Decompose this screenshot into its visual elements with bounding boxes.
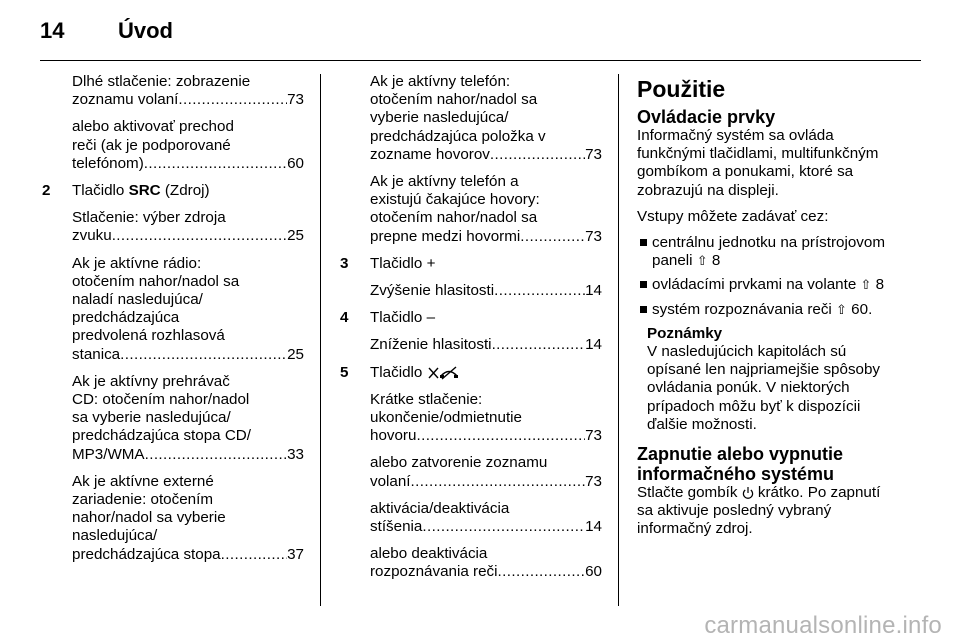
text-line: otočením nahor/nadol sa (72, 272, 240, 290)
key-label: SRC (128, 182, 161, 200)
page-number: 14 (40, 18, 65, 43)
text-line: ovládacími prvkami na volante (652, 276, 857, 294)
text-line: nahor/nadol sa vyberie (72, 509, 226, 527)
text-line: funkčnými tlačidlami, multifunkčným (637, 145, 879, 163)
watermark: carmanualsonline.info (704, 612, 942, 639)
text-line: predchádzajúca stopa (72, 545, 221, 563)
bullet-icon (640, 239, 647, 246)
text-line: Zníženie hlasitosti (370, 336, 492, 354)
toc-line (370, 228, 602, 246)
text-line: krátko. Po zapnutí (753, 484, 881, 502)
paragraph (637, 484, 903, 539)
item-5 (340, 364, 602, 382)
text-line: Tlačidlo (72, 182, 129, 200)
toc-line (370, 473, 602, 491)
bullet-item (637, 276, 903, 294)
toc-line (370, 518, 602, 536)
text-line: Stlačenie: výber zdroja (72, 209, 226, 227)
text-line: predchádzajúca položka v (370, 127, 546, 145)
text-line: alebo aktivovať prechod (72, 118, 234, 136)
page-ref: 73 (585, 427, 602, 445)
column-divider (320, 74, 321, 606)
text-line: volaní (370, 472, 411, 490)
note-box (637, 325, 903, 434)
page-ref: 25 (287, 227, 304, 245)
page-header (0, 0, 960, 58)
text-line: zozname hovorov (370, 145, 490, 163)
toc-line (72, 546, 304, 564)
text-line: nasledujúca/ (72, 527, 158, 545)
text-line: CD: otočením nahor/nadol (72, 391, 250, 409)
section-title: Použitie (637, 76, 726, 102)
bullet-item (637, 234, 903, 270)
text-line: Krátke stlačenie: (370, 390, 483, 408)
item-number: 4 (340, 309, 349, 327)
text-line: Tlačidlo (370, 363, 423, 381)
page-ref-arrow-icon: ⇧ (696, 253, 708, 269)
page-ref: 14 (585, 518, 602, 536)
text-line: alebo deaktivácia (370, 545, 488, 563)
page-ref: 8 (875, 276, 885, 294)
toc-line (72, 91, 304, 109)
text-line: ovládania ponúk. V niektorých (647, 379, 850, 397)
power-icon (742, 486, 754, 500)
text-line: opísané len najpriamejšie spôsoby (647, 361, 881, 379)
text-line: zvuku (72, 227, 112, 245)
text-line: zoznamu volaní (72, 91, 179, 109)
text-line: otočením nahor/nadol sa (370, 209, 538, 227)
column-3 (637, 73, 903, 547)
text-block (42, 73, 304, 109)
column-divider (618, 74, 619, 606)
text-line: sa vyberie nasledujúca/ (72, 409, 231, 427)
subsection-title (637, 444, 903, 484)
text-line: Ak je aktívne rádio: (72, 254, 202, 272)
text-line: alebo zatvorenie zoznamu (370, 454, 548, 472)
text-line: otočením nahor/nadol sa (370, 91, 538, 109)
text-line: paneli (652, 252, 693, 270)
page-ref: 25 (287, 345, 304, 363)
item-number: 2 (42, 182, 51, 200)
text-line: predchádzajúca stopa CD/ (72, 427, 251, 445)
text-line: gombíkom a ponukami, ktoré sa (637, 163, 854, 181)
page-ref: 73 (585, 472, 602, 490)
subsection-title: Ovládacie prvky (637, 107, 776, 127)
page-ref: 37 (287, 545, 304, 563)
text-block (340, 336, 602, 354)
item-4 (340, 309, 602, 327)
text-line: ukončenie/odmietnutie (370, 409, 522, 427)
column-2 (340, 73, 602, 591)
item-number: 5 (340, 363, 349, 381)
page-ref: 60 (585, 563, 602, 581)
text-block (340, 545, 602, 581)
text-line: stíšenia (370, 518, 423, 536)
text-line: Ak je aktívny prehrávač (72, 372, 230, 390)
text-line: systém rozpoznávania reči (652, 300, 832, 318)
toc-line (370, 282, 602, 300)
text-line: prepne medzi hovormi (370, 227, 521, 245)
toc-line (370, 427, 602, 445)
text-line: informačný zdroj. (637, 520, 753, 538)
text-line: (Zdroj) (160, 182, 210, 200)
page-ref: 60 (287, 154, 304, 172)
paragraph (637, 127, 903, 200)
text-block (42, 373, 304, 464)
paragraph: Vstupy môžete zadávať cez: (637, 207, 829, 225)
bullet-icon (640, 281, 647, 288)
text-line: Tlačidlo (370, 254, 423, 272)
text-line: stanica (72, 345, 121, 363)
page-ref: 14 (585, 282, 602, 300)
text-line: ďalšie možnosti. (647, 415, 757, 433)
page-ref-arrow-icon: ⇧ (836, 301, 847, 317)
note-title: Poznámky (647, 324, 723, 342)
text-line: Ak je aktívne externé (72, 472, 214, 490)
page-ref: 14 (585, 336, 602, 354)
text-line: sa aktivuje posledný vybraný (637, 502, 832, 520)
text-line: V nasledujúcich kapitolách sú (647, 343, 847, 361)
text-line: MP3/WMA (72, 445, 145, 463)
item-3 (340, 255, 602, 273)
phone-mute-icon (427, 366, 459, 380)
bullet-icon (640, 306, 647, 313)
toc-line (72, 346, 304, 364)
text-line: zobrazujú na displeji. (637, 181, 779, 199)
text-line: informačného systému (637, 464, 835, 485)
text-line: Zvýšenie hlasitosti (370, 282, 495, 300)
toc-line (72, 446, 304, 464)
minus-icon: – (426, 309, 436, 327)
text-line: centrálnu jednotku na prístrojovom (652, 234, 886, 252)
text-line: Zapnutie alebo vypnutie (637, 444, 844, 465)
text-block (340, 73, 602, 164)
text-line: Dlhé stlačenie: zobrazenie (72, 73, 251, 90)
text-line: aktivácia/deaktivácia (370, 499, 510, 517)
page-ref-arrow-icon: ⇧ (860, 277, 872, 293)
text-block (340, 500, 602, 536)
page-ref: 73 (585, 227, 602, 245)
text-block (340, 454, 602, 490)
toc-line (370, 146, 602, 164)
text-block (340, 391, 602, 446)
text-line: hovoru (370, 427, 417, 445)
item-2 (42, 182, 304, 200)
text-line: prípadoch môžu byť k dispozícii (647, 397, 861, 415)
chapter-title: Úvod (118, 18, 173, 43)
text-line: Ak je aktívny telefón: (370, 73, 511, 90)
text-line: rozpoznávania reči (370, 563, 498, 581)
toc-line (370, 563, 602, 581)
page-ref: 8 (711, 252, 721, 270)
text-block (340, 173, 602, 246)
text-line: telefónom) (72, 154, 144, 172)
bullet-item (637, 301, 903, 319)
plus-icon: + (426, 254, 436, 272)
column-1 (42, 73, 304, 573)
page-ref: 60. (851, 300, 873, 318)
text-line: vyberie nasledujúca/ (370, 109, 509, 127)
text-block (42, 255, 304, 364)
text-line: predvolená rozhlasová (72, 327, 225, 345)
text-line: Informačný systém sa ovláda (637, 127, 834, 144)
header-rule (40, 60, 921, 61)
page-ref: 73 (287, 91, 304, 109)
text-line: Tlačidlo (370, 309, 423, 327)
text-line: Ak je aktívny telefón a (370, 173, 519, 191)
toc-line (370, 336, 602, 354)
toc-line (72, 227, 304, 245)
page-ref: 33 (287, 445, 304, 463)
text-block (42, 118, 304, 173)
toc-line (72, 155, 304, 173)
text-block (340, 282, 602, 300)
text-line: existujú čakajúce hovory: (370, 191, 540, 209)
text-block (42, 209, 304, 245)
page-ref: 73 (585, 145, 602, 163)
text-line: zariadenie: otočením (72, 491, 213, 509)
text-line: Stlačte gombík (637, 484, 742, 502)
text-line: naladí nasledujúca/ (72, 291, 203, 309)
text-line: predchádzajúca (72, 309, 180, 327)
text-line: reči (ak je podporované (72, 136, 231, 154)
item-number: 3 (340, 254, 349, 272)
text-block (42, 473, 304, 564)
